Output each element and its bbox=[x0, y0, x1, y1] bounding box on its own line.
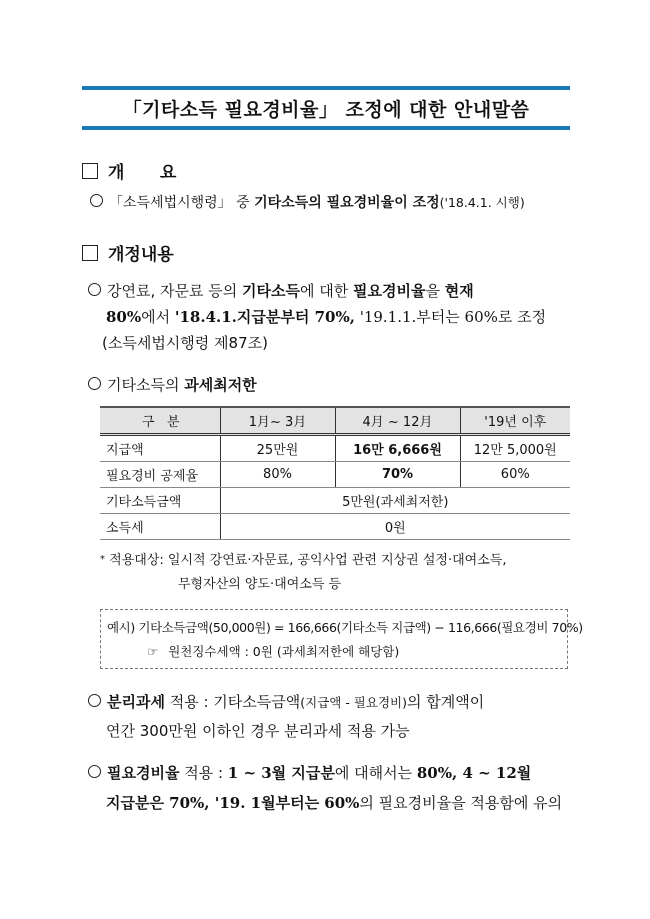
text-bold: '18.4.1.지급분부터 70%, bbox=[174, 308, 355, 326]
table-row-label: 필요경비 공제율 bbox=[100, 462, 220, 488]
text: 적용 : 기타소득금액 bbox=[164, 693, 301, 711]
table-row-label: 지급액 bbox=[100, 435, 220, 462]
title-top-rule bbox=[82, 86, 570, 90]
text: 의 합계액이 bbox=[407, 693, 485, 711]
changes-bullet-3 bbox=[88, 688, 578, 745]
table-header-cell: 구 분 bbox=[100, 407, 220, 435]
table-row-label: 기타소득금액 bbox=[100, 488, 220, 514]
table-cell: 60% bbox=[460, 462, 570, 488]
text-small: (지급액 - 필요경비) bbox=[300, 695, 407, 710]
text: 적용 : bbox=[179, 764, 228, 782]
example-line: 예시) 기타소득금액(50,000원) = 166,666(기타소득 지급액) − 116,666(필요경비 70%) bbox=[107, 620, 583, 635]
section-changes-heading bbox=[82, 240, 174, 265]
table-header-cell: 4月 ~ 12月 bbox=[335, 407, 460, 435]
table-header-cell: '19년 이후 bbox=[460, 407, 570, 435]
square-bullet-icon bbox=[82, 163, 98, 179]
text-bold: 필요경비율 bbox=[107, 764, 180, 782]
text-bold: 기타소득 bbox=[242, 282, 300, 300]
text: 을 bbox=[425, 282, 445, 300]
text: 에 대한 bbox=[299, 282, 353, 300]
table-header-row bbox=[100, 407, 570, 435]
example-box bbox=[100, 609, 583, 669]
changes-bullet-1 bbox=[88, 278, 578, 356]
note-text: 무형자산의 양도·대여소득 등 bbox=[178, 577, 342, 592]
text-bold: 1 ~ 3월 지급분 bbox=[227, 764, 335, 782]
overview-date: ('18.4.1. 시행) bbox=[439, 195, 525, 210]
text: 에서 bbox=[141, 308, 175, 326]
text: 기타소득의 bbox=[107, 376, 185, 394]
table-cell-merged: 5만원(과세최저한) bbox=[220, 488, 570, 514]
text: 연간 300만원 이하인 경우 분리과세 적용 가능 bbox=[106, 722, 410, 740]
table-cell: 25만원 bbox=[220, 435, 335, 462]
text: 의 필요경비율을 적용함에 유의 bbox=[359, 794, 563, 812]
text: 강연료, 자문료 등의 bbox=[107, 282, 242, 300]
circle-bullet-icon bbox=[88, 765, 101, 778]
text-bold: 지급분은 70%, '19. 1월부터는 60% bbox=[106, 794, 360, 812]
applicability-note bbox=[100, 548, 507, 597]
note-text: 일시적 강연료·자문료, 공익사업 관련 지상권 설정·대여소득, bbox=[167, 553, 507, 568]
example-result-text: 원천징수세액 : 0원 (과세최저한에 해당함) bbox=[168, 644, 400, 659]
overview-text-bold: 기타소득의 필요경비율이 조정 bbox=[254, 195, 440, 211]
table-row-label: 소득세 bbox=[100, 514, 220, 540]
note-label: 적용대상: bbox=[109, 553, 164, 568]
table-row bbox=[100, 435, 570, 462]
section-changes-title: 개정내용 bbox=[108, 245, 174, 265]
text-bold: 필요경비율 bbox=[352, 282, 426, 300]
title-bottom-rule bbox=[82, 126, 570, 130]
text-bold: 분리과세 bbox=[107, 693, 165, 711]
section-overview-heading bbox=[82, 158, 176, 183]
square-bullet-icon bbox=[82, 245, 98, 261]
overview-bullet bbox=[90, 190, 525, 216]
table-cell: 16만 6,666원 bbox=[335, 435, 460, 462]
text-bold: 과세최저한 bbox=[184, 376, 257, 394]
section-overview-title: 개 요 bbox=[108, 163, 177, 183]
circle-bullet-icon bbox=[88, 283, 101, 296]
table-header-cell: 1月~ 3月 bbox=[220, 407, 335, 435]
table-cell: 70% bbox=[335, 462, 460, 488]
circle-bullet-icon bbox=[88, 694, 101, 707]
circle-bullet-icon bbox=[88, 377, 101, 390]
changes-bullet-2 bbox=[88, 372, 257, 398]
asterisk-icon: * bbox=[100, 554, 105, 565]
table-cell-merged: 0원 bbox=[220, 514, 570, 540]
text-bold: 80%, 4 ~ 12월 bbox=[416, 764, 532, 782]
text: 에 대해서는 bbox=[334, 764, 417, 782]
text: '19.1.1.부터는 60%로 조정 bbox=[354, 308, 547, 326]
example-result bbox=[147, 642, 399, 660]
text-bold: 현재 bbox=[444, 282, 474, 300]
tax-threshold-table bbox=[100, 406, 570, 540]
table-row bbox=[100, 514, 570, 540]
page-title: 「기타소득 필요경비율」 조정에 대한 안내말씀 bbox=[122, 99, 530, 121]
circle-bullet-icon bbox=[90, 194, 103, 207]
law-reference: (소득세법시행령 제87조) bbox=[102, 334, 268, 352]
table-cell: 12만 5,000원 bbox=[460, 435, 570, 462]
pointing-hand-icon: ☞ bbox=[147, 644, 159, 659]
text-bold: 80% bbox=[106, 308, 142, 326]
table-cell: 80% bbox=[220, 462, 335, 488]
table-row bbox=[100, 488, 570, 514]
changes-bullet-4 bbox=[88, 758, 578, 818]
overview-text: 「소득세법시행령」 중 bbox=[109, 195, 255, 211]
table-row bbox=[100, 462, 570, 488]
